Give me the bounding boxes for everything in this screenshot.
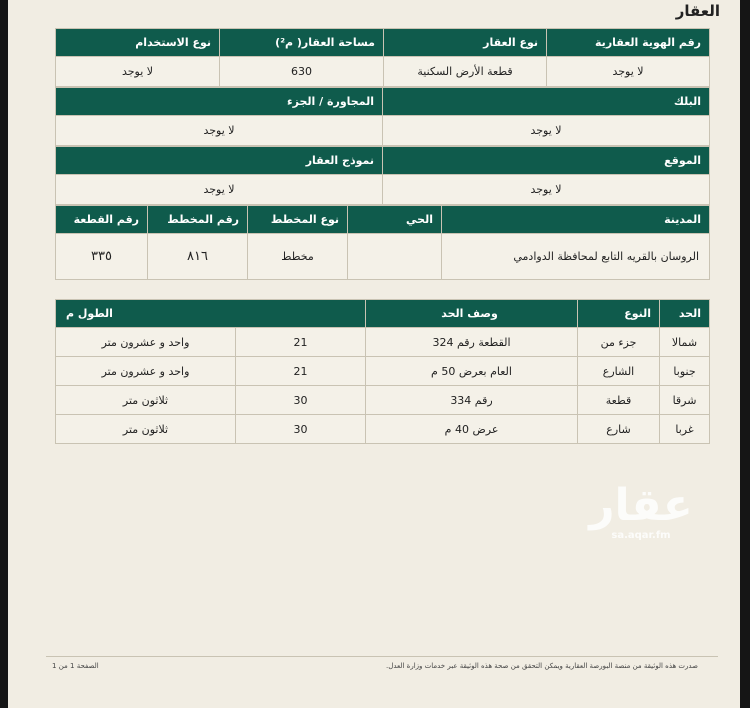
watermark-url: sa.aqar.fm — [611, 530, 671, 541]
border-length-text: واحد و عشرون متر — [56, 328, 236, 357]
border-length: 30 — [236, 415, 366, 444]
border-direction: شرقا — [660, 386, 710, 415]
footer-divider — [46, 656, 718, 657]
table-row — [56, 328, 710, 357]
header-block: البلك — [383, 88, 710, 116]
border-length: 21 — [236, 328, 366, 357]
border-type: جزء من — [578, 328, 660, 357]
value-district — [348, 234, 442, 280]
header-border-type: النوع — [578, 300, 660, 328]
value-usage-type: لا يوجد — [56, 57, 220, 87]
value-block: لا يوجد — [383, 116, 710, 146]
border-length: 30 — [236, 386, 366, 415]
border-length-text: واحد و عشرون متر — [56, 357, 236, 386]
border-description: عرض 40 م — [366, 415, 578, 444]
border-description: القطعة رقم 324 — [366, 328, 578, 357]
borders-table — [55, 299, 710, 444]
border-length-text: ثلاثون متر — [56, 415, 236, 444]
header-property-area: مساحة العقار( م²) — [220, 29, 384, 57]
table-row — [56, 415, 710, 444]
header-district: الحي — [348, 206, 442, 234]
block-neighborhood-table — [55, 87, 710, 146]
table-row — [56, 357, 710, 386]
header-border-description: وصف الحد — [366, 300, 578, 328]
city-plan-table — [55, 205, 710, 280]
header-plan-number: رقم المخطط — [148, 206, 248, 234]
aqar-watermark-logo — [576, 482, 706, 541]
value-plot-number: ٣٣٥ — [56, 234, 148, 280]
border-description: رقم 334 — [366, 386, 578, 415]
value-neighborhood-part: لا يوجد — [56, 116, 383, 146]
value-city: الروسان بالقريه التابع لمحافظة الدوادمي — [442, 234, 710, 280]
header-property-id: رقم الهوية العقارية — [547, 29, 710, 57]
value-property-model: لا يوجد — [56, 175, 383, 205]
border-type: شارع — [578, 415, 660, 444]
table-row — [56, 386, 710, 415]
header-location: الموقع — [383, 147, 710, 175]
header-plan-type: نوع المخطط — [248, 206, 348, 234]
border-direction: غربا — [660, 415, 710, 444]
section-title: العقار — [675, 2, 720, 20]
property-info-table — [55, 28, 710, 87]
value-location: لا يوجد — [383, 175, 710, 205]
page-number: الصفحة 1 من 1 — [52, 662, 99, 670]
header-length: الطول م — [56, 300, 366, 328]
border-length-text: ثلاثون متر — [56, 386, 236, 415]
location-model-table — [55, 146, 710, 205]
right-frame — [740, 0, 750, 708]
header-city: المدينة — [442, 206, 710, 234]
border-type: قطعة — [578, 386, 660, 415]
border-direction: جنوبا — [660, 357, 710, 386]
border-length: 21 — [236, 357, 366, 386]
value-plan-type: مخطط — [248, 234, 348, 280]
border-description: العام بعرض 50 م — [366, 357, 578, 386]
header-property-type: نوع العقار — [384, 29, 547, 57]
header-plot-number: رقم القطعة — [56, 206, 148, 234]
border-type: الشارع — [578, 357, 660, 386]
header-property-model: نموذج العقار — [56, 147, 383, 175]
header-usage-type: نوع الاستخدام — [56, 29, 220, 57]
value-plan-number: ٨١٦ — [148, 234, 248, 280]
value-property-area: 630 — [220, 57, 384, 87]
document-page — [8, 0, 740, 708]
value-property-type: قطعة الأرض السكنية — [384, 57, 547, 87]
header-border: الحد — [660, 300, 710, 328]
left-frame — [0, 0, 8, 708]
value-property-id: لا يوجد — [547, 57, 710, 87]
footer-note: صدرت هذه الوثيقة من منصة البورصة العقارية ويمكن التحقق من صحة هذه الوثيقة عبر خدمات وزارة العدل. — [386, 662, 698, 670]
watermark-logo-text: عقار — [589, 480, 693, 531]
borders-header-row — [56, 300, 710, 328]
header-neighborhood-part: المجاورة / الجزء — [56, 88, 383, 116]
border-direction: شمالا — [660, 328, 710, 357]
